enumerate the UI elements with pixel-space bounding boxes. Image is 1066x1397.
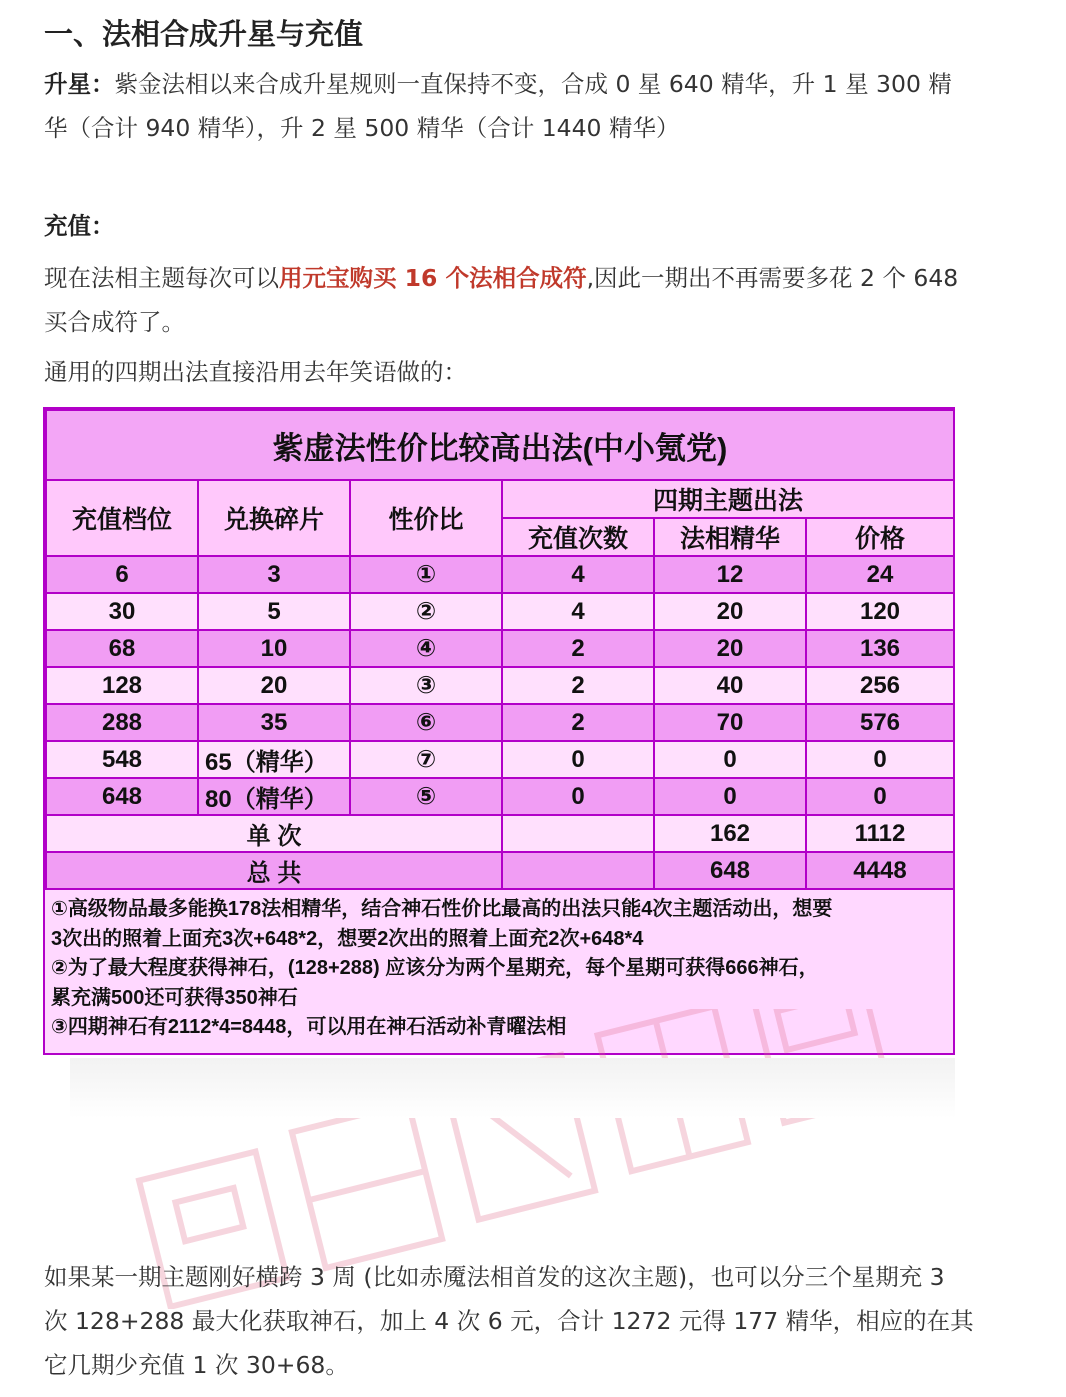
cell-tier: 30 [46, 593, 198, 630]
recharge-text-after: ,因此一期出不再需要多花 2 个 648 [586, 264, 959, 292]
cell-rank: ② [350, 593, 502, 630]
cell-shards: 80（精华） [198, 778, 350, 815]
header-essence: 法相精华 [654, 518, 806, 556]
cell-essence: 0 [654, 778, 806, 815]
single-essence: 162 [654, 815, 806, 852]
cell-tier: 648 [46, 778, 198, 815]
header-tier: 充值档位 [46, 480, 198, 556]
closing-paragraph [44, 1255, 1034, 1387]
single-row [46, 815, 954, 852]
cell-essence: 20 [654, 630, 806, 667]
single-empty [502, 815, 654, 852]
recharge-paragraph [44, 256, 1034, 344]
cell-rank: ⑦ [350, 741, 502, 778]
star-label: 升星： [44, 70, 115, 98]
header-shards: 兑换碎片 [198, 480, 350, 556]
cell-essence: 20 [654, 593, 806, 630]
cell-rank: ⑤ [350, 778, 502, 815]
total-empty [502, 852, 654, 889]
cell-price: 24 [806, 556, 954, 593]
note-line: ③四期神石有2112*4=8448，可以用在神石活动补青曜法相 [51, 1016, 567, 1038]
star-text-line1: 紫金法相以来合成升星规则一直保持不变，合成 0 星 640 精华，升 1 星 300 精 [114, 70, 952, 98]
note-line: 累充满500还可获得350神石 [51, 986, 298, 1009]
note-line: 3次出的照着上面充3次+648*2，想要2次出的照着上面充2次+648*4 [51, 927, 644, 950]
cell-count: 4 [502, 556, 654, 593]
closing-line3: 它几期少充值 1 次 30+68。 [44, 1351, 349, 1379]
table-row [46, 667, 954, 704]
cell-essence: 12 [654, 556, 806, 593]
recharge-text-line2: 买合成符了。 [44, 308, 185, 336]
page-title: 一、法相合成升星与充值 [44, 17, 364, 51]
header-price: 价格 [806, 518, 954, 556]
cell-rank: ③ [350, 667, 502, 704]
cell-essence: 0 [654, 741, 806, 778]
cell-shards: 10 [198, 630, 350, 667]
recharge-text-before: 现在法相主题每次可以 [44, 264, 279, 292]
table-title: 紫虚法性价比较高出法(中小氪党) [46, 410, 954, 480]
table-row [46, 704, 954, 741]
cell-price: 256 [806, 667, 954, 704]
star-paragraph [44, 62, 1034, 150]
cell-shards: 65（精华） [198, 741, 350, 778]
cell-shards: 20 [198, 667, 350, 704]
cell-tier: 6 [46, 556, 198, 593]
cell-shards: 35 [198, 704, 350, 741]
image-shadow [70, 1058, 955, 1118]
single-label: 单 次 [46, 815, 502, 852]
total-price: 4448 [806, 852, 954, 889]
cell-count: 0 [502, 778, 654, 815]
closing-line2: 次 128+288 最大化获取神石，加上 4 次 6 元，合计 1272 元得 177 精华，相应的在其 [44, 1307, 974, 1335]
cell-price: 120 [806, 593, 954, 630]
cell-count: 4 [502, 593, 654, 630]
plan-table-image [43, 407, 955, 1055]
cell-essence: 40 [654, 667, 806, 704]
cell-price: 0 [806, 778, 954, 815]
header-group: 四期主题出法 [502, 480, 954, 518]
cell-shards: 3 [198, 556, 350, 593]
total-essence: 648 [654, 852, 806, 889]
cell-price: 0 [806, 741, 954, 778]
cell-rank: ⑥ [350, 704, 502, 741]
table-row [46, 778, 954, 815]
table-notes [51, 895, 951, 1043]
note-line: ②为了最大程度获得神石，(128+288) 应该分为两个星期充，每个星期可获得666神石， [51, 957, 819, 979]
cell-count: 0 [502, 741, 654, 778]
cell-rank: ① [350, 556, 502, 593]
cell-count: 2 [502, 630, 654, 667]
table-row [46, 741, 954, 778]
cell-tier: 128 [46, 667, 198, 704]
closing-line1: 如果某一期主题刚好横跨 3 周 (比如赤魇法相首发的这次主题)，也可以分三个星期充 3 [44, 1263, 945, 1291]
recharge-highlight: 用元宝购买 16 个法相合成符 [279, 264, 587, 292]
recharge-label: 充值： [44, 212, 115, 240]
cell-tier: 548 [46, 741, 198, 778]
total-row [46, 852, 954, 889]
cell-price: 136 [806, 630, 954, 667]
cell-tier: 288 [46, 704, 198, 741]
cell-count: 2 [502, 667, 654, 704]
star-text-line2: 华（合计 940 精华），升 2 星 500 精华（合计 1440 精华） [44, 114, 680, 142]
table-row [46, 556, 954, 593]
cell-rank: ④ [350, 630, 502, 667]
single-price: 1112 [806, 815, 954, 852]
cell-tier: 68 [46, 630, 198, 667]
table-row [46, 630, 954, 667]
cell-count: 2 [502, 704, 654, 741]
note-line: ①高级物品最多能换178法相精华，结合神石性价比最高的出法只能4次主题活动出，想要 [51, 898, 833, 920]
cell-price: 576 [806, 704, 954, 741]
total-label: 总 共 [46, 852, 502, 889]
header-value: 性价比 [350, 480, 502, 556]
method-intro: 通用的四期出法直接沿用去年笑语做的： [44, 358, 467, 386]
table-row [46, 593, 954, 630]
header-count: 充值次数 [502, 518, 654, 556]
cell-essence: 70 [654, 704, 806, 741]
plan-table [45, 409, 955, 890]
cell-shards: 5 [198, 593, 350, 630]
